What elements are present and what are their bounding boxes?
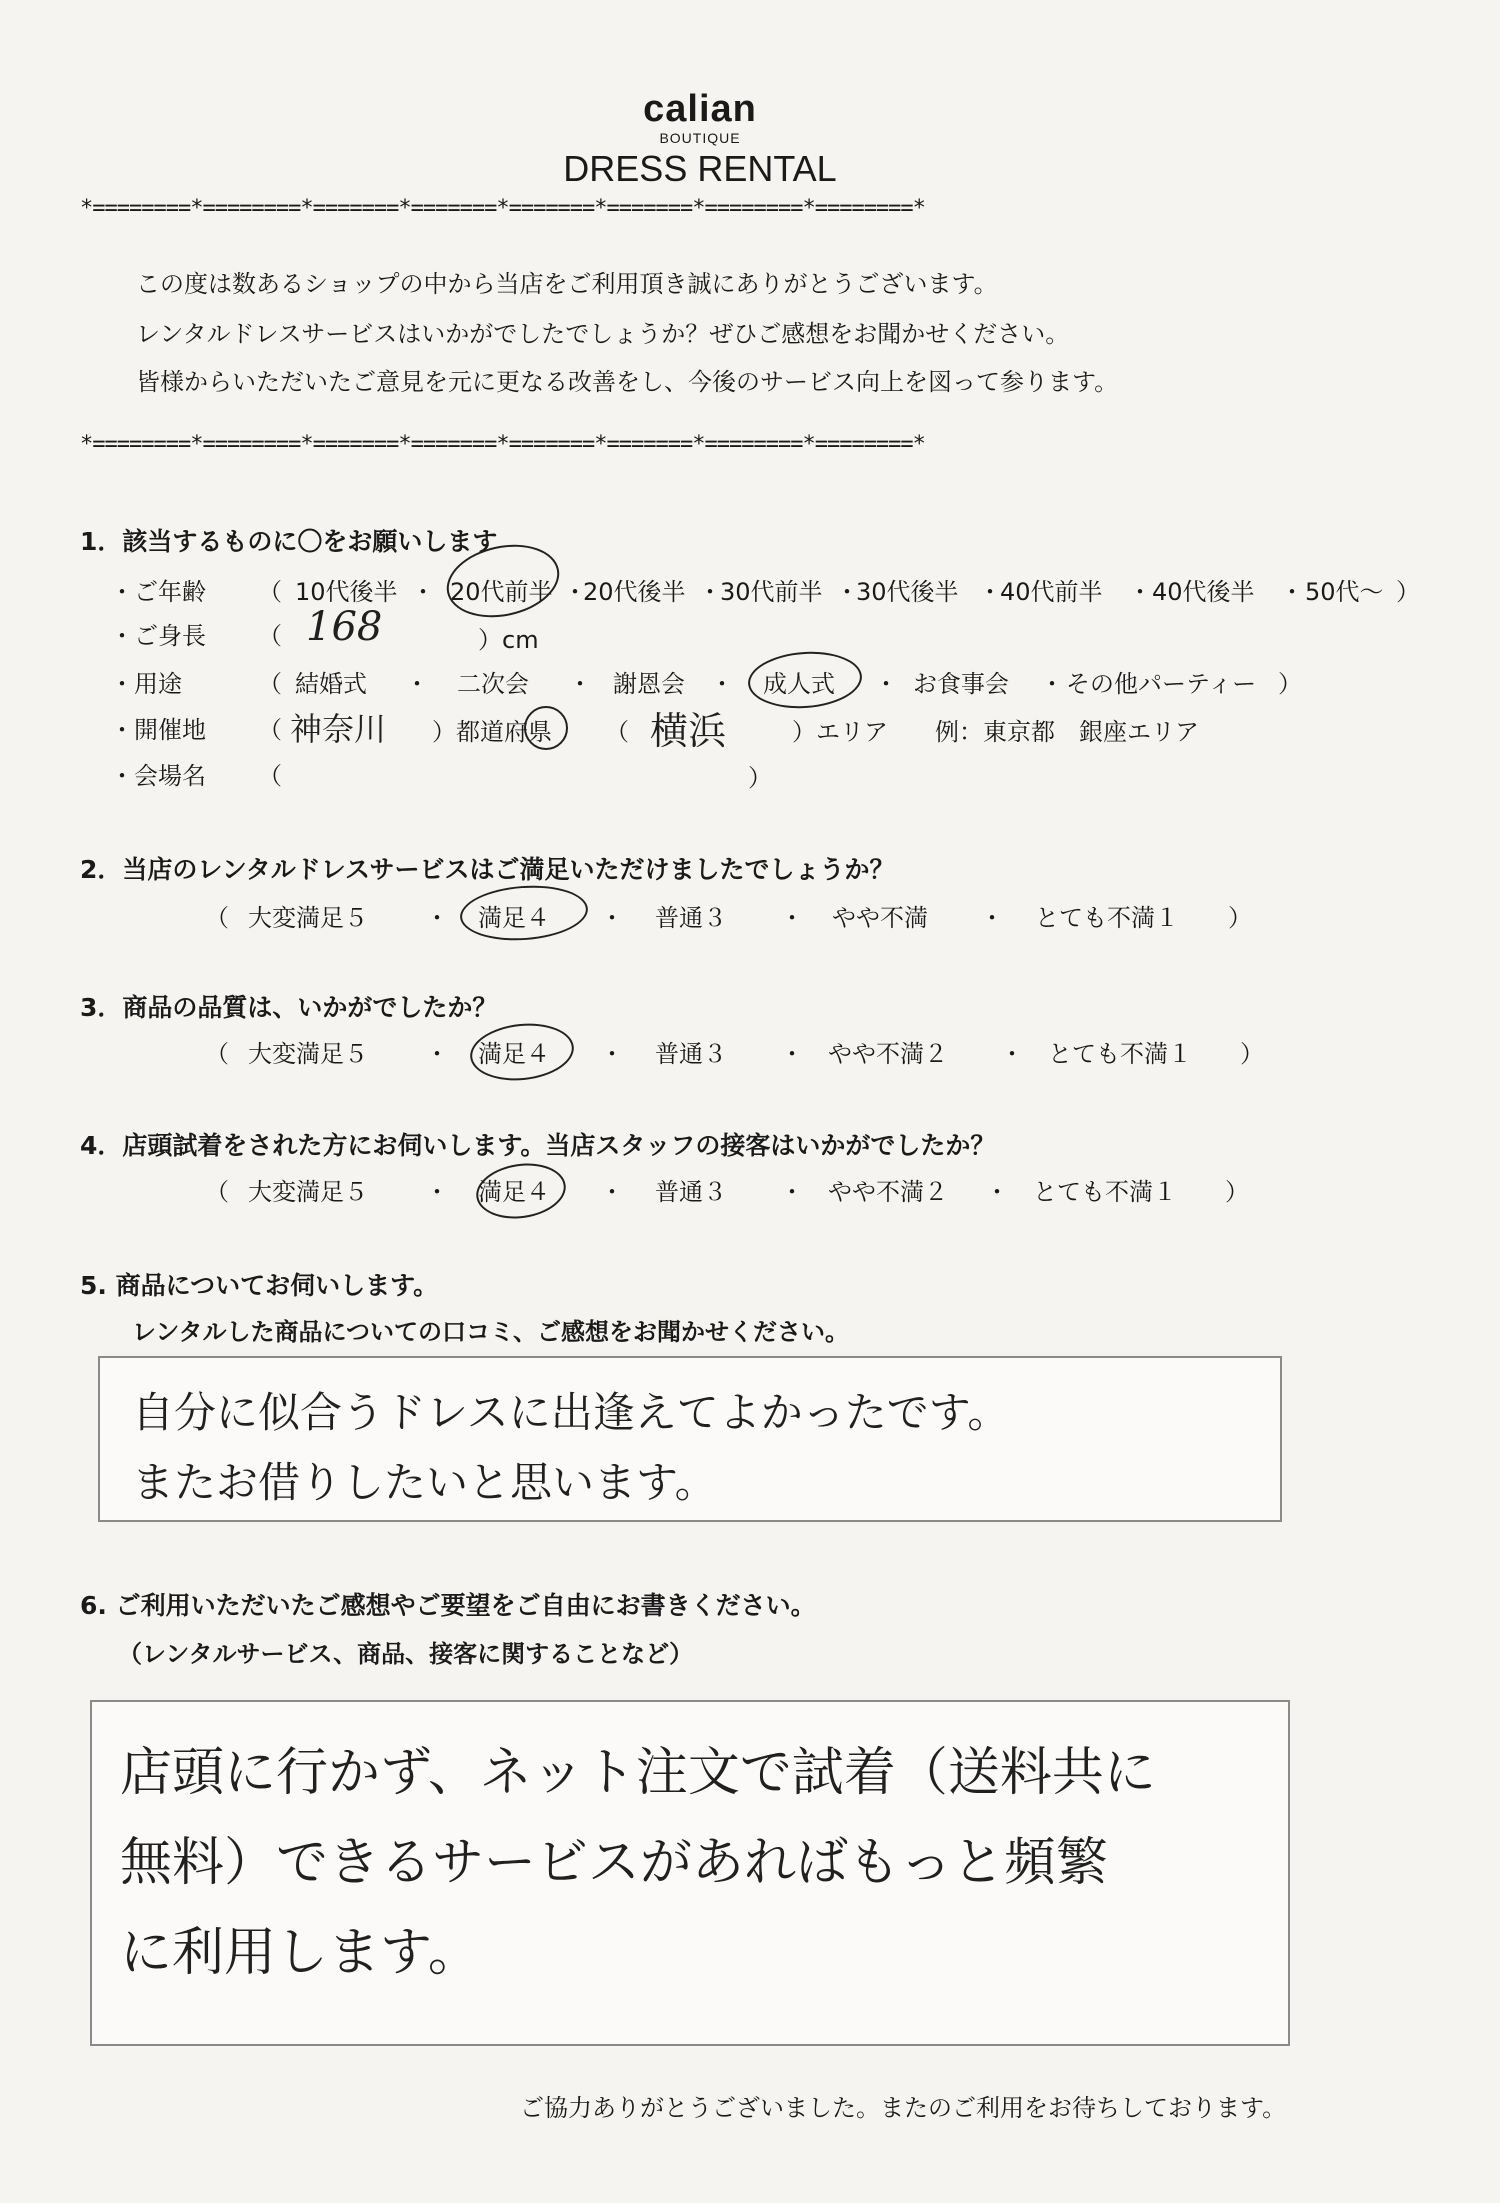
- q2-option-somewhat-dissatisfied[interactable]: やや不満: [832, 904, 928, 932]
- q3-close-paren: ）: [1240, 1040, 1264, 1068]
- q4-option-very-satisfied[interactable]: 大変満足５: [248, 1178, 368, 1206]
- q5-title: 5. 商品についてお伺いします。: [80, 1271, 439, 1300]
- height-unit: ）cm: [478, 626, 539, 654]
- area-open-paren: （: [605, 718, 629, 746]
- q2-close-paren: ）: [1228, 904, 1252, 932]
- q3-title: 3．商品の品質は、いかがでしたか？: [80, 993, 498, 1022]
- q5-answer-line-2: またお借りしたいと思います。: [132, 1458, 717, 1507]
- q4-selection-circle: [473, 1158, 570, 1224]
- age-option-40s-early[interactable]: 40代前半: [1000, 578, 1103, 606]
- age-close-paren: ）: [1396, 578, 1420, 606]
- q3-option-somewhat-dissatisfied[interactable]: やや不満２: [828, 1040, 948, 1068]
- prefecture-value[interactable]: 神奈川: [290, 710, 387, 748]
- q3-option-very-satisfied[interactable]: 大変満足５: [248, 1040, 368, 1068]
- venue-area-label: ・開催地: [110, 716, 206, 744]
- purpose-label: ・用途: [110, 670, 182, 698]
- q4-open-paren: （: [205, 1178, 229, 1206]
- q5-answer-box[interactable]: [98, 1356, 1282, 1522]
- intro-line-3: 皆様からいただいたご意見を元に更なる改善をし、今後のサービス向上を図って参ります。: [136, 368, 1119, 396]
- age-option-50s[interactable]: 50代～: [1305, 578, 1384, 606]
- q4-option-neutral[interactable]: 普通３: [655, 1178, 727, 1206]
- area-suffix: ）エリア: [792, 718, 888, 746]
- survey-sheet: calian BOUTIQUE DRESS RENTAL *========*========*=======*=======*=======*=======*========*========* この度は数あるショップの中から当店をご利用頂き誠にありがとうございます。 レンタルドレスサービスはいかがでしたでしょうか？ぜひご感想をお聞かせください。 皆様からいただいたご意見を元に更なる改善をし、今後のサービス向上を図って参ります。 *========*========*=======*=======*=======*=======*========*========* 1．該当するものに〇をお願いします ・ご年齢 （ 10代後半 ・ 20代前半 ・ 20代後半 ・ 30代前半 ・ 30代後半 ・ 40代前半 ・ 40代後半 ・ 50代～ ） ・ご身長 （ 168 ）cm ・用途 （ 結婚式 ・ 二次会 ・ 謝恩会 ・ 成人式 ・ お食事会 ・ その他パーティー ） ・開催地 （ 神奈川 ）都道府県 （ 横浜 ）エリア 例：東京都 銀座エリア ・会場名 （ ） 2．当店のレンタルドレスサービスはご満足いただけましたでしょうか？ （ 大変満足５ ・ 満足４ ・ 普通３ ・ やや不満 ・ とても不満１ ） 3．商品の品質は、いかがでしたか？ （ 大変満足５ ・ 満足４ ・ 普通３ ・ やや不満２ ・ とても不満１ ） 4．店頭試着をされた方にお伺いします。当店スタッフの接客はいかがでしたか？ （ 大変満足５ ・ 満足４ ・ 普通３ ・ やや不満２ ・ とても不満１ ） 5. 商品についてお伺いします。 レンタルした商品についての口コミ、ご感想をお聞かせください。 自分に似合うドレスに出逢えてよかったです。 またお借りしたいと思います。 6. ご利用いただいたご感想やご要望をご自由にお書きください。 （レンタルサービス、商品、接客に関することなど） 店頭に行かず、ネット注文で試着（送料共に 無料）できるサービスがあればもっと頻繁 に利用します。 ご協力ありがとうございました。またのご利用をお待ちしております。: [0, 0, 1500, 2203]
- purpose-option-afterparty[interactable]: 二次会: [457, 670, 529, 698]
- purpose-option-thanks-party[interactable]: 謝恩会: [613, 670, 685, 698]
- age-open-paren: （: [258, 578, 282, 606]
- q5-subtitle: レンタルした商品についての口コミ、ご感想をお聞かせください。: [132, 1318, 849, 1346]
- q3-option-neutral[interactable]: 普通３: [655, 1040, 727, 1068]
- q2-selection-circle: [458, 882, 589, 945]
- q3-option-very-dissatisfied[interactable]: とても不満１: [1048, 1040, 1192, 1068]
- age-option-30s-early[interactable]: 30代前半: [720, 578, 823, 606]
- purpose-option-other-party[interactable]: その他パーティー: [1066, 670, 1257, 698]
- q6-answer-line-1: 店頭に行かず、ネット注文で試着（送料共に: [120, 1743, 1156, 1803]
- q2-option-very-satisfied[interactable]: 大変満足５: [248, 904, 368, 932]
- venue-name-close-paren: ）: [748, 764, 772, 792]
- purpose-option-coming-of-age[interactable]: 成人式: [763, 670, 835, 698]
- height-value[interactable]: 168: [306, 604, 383, 650]
- venue-name-label: ・会場名: [110, 762, 206, 790]
- age-option-30s-late[interactable]: 30代後半: [856, 578, 959, 606]
- q3-option-satisfied[interactable]: 満足４: [478, 1040, 550, 1068]
- prefecture-circle: [524, 706, 568, 750]
- q2-option-satisfied[interactable]: 満足４: [478, 904, 550, 932]
- q5-answer-line-1: 自分に似合うドレスに出逢えてよかったです。: [132, 1388, 1010, 1437]
- divider-bottom: *========*========*=======*=======*=======*=======*========*========*: [80, 432, 925, 457]
- q2-open-paren: （: [205, 904, 229, 932]
- intro-line-1: この度は数あるショップの中から当店をご利用頂き誠にありがとうございます。: [136, 270, 998, 298]
- age-option-20s-early[interactable]: 20代前半: [450, 578, 553, 606]
- height-open-paren: （: [258, 622, 282, 650]
- age-option-10s-late[interactable]: 10代後半: [295, 578, 398, 606]
- footer-thanks: ご協力ありがとうございました。またのご利用をお待ちしております。: [520, 2094, 1287, 2122]
- venue-example: 例：東京都 銀座エリア: [935, 718, 1199, 746]
- q6-subtitle: （レンタルサービス、商品、接客に関することなど）: [118, 1640, 694, 1668]
- purpose-selection-circle: [746, 648, 864, 712]
- age-label: ・ご年齢: [110, 578, 206, 606]
- venue-area-open-paren: （: [258, 716, 282, 744]
- height-label: ・ご身長: [110, 622, 206, 650]
- purpose-open-paren: （: [258, 670, 282, 698]
- brand-subtitle: BOUTIQUE: [659, 130, 741, 146]
- prefecture-suffix: ）都道府県: [432, 718, 552, 746]
- q1-title: 1．該当するものに〇をお願いします: [80, 527, 498, 556]
- q2-option-very-dissatisfied[interactable]: とても不満１: [1035, 904, 1179, 932]
- q2-title: 2．当店のレンタルドレスサービスはご満足いただけましたでしょうか？: [80, 855, 895, 884]
- q4-title: 4．店頭試着をされた方にお伺いします。当店スタッフの接客はいかがでしたか？: [80, 1131, 996, 1160]
- purpose-option-dinner[interactable]: お食事会: [913, 670, 1009, 698]
- q2-option-neutral[interactable]: 普通３: [655, 904, 727, 932]
- q3-selection-circle: [467, 1019, 576, 1086]
- purpose-close-paren: ）: [1278, 670, 1302, 698]
- q4-option-somewhat-dissatisfied[interactable]: やや不満２: [828, 1178, 948, 1206]
- intro-line-2: レンタルドレスサービスはいかがでしたでしょうか？ぜひご感想をお聞かせください。: [136, 320, 1070, 348]
- q3-open-paren: （: [205, 1040, 229, 1068]
- q4-close-paren: ）: [1225, 1178, 1249, 1206]
- age-option-40s-late[interactable]: 40代後半: [1152, 578, 1255, 606]
- venue-name-open-paren: （: [258, 762, 282, 790]
- q6-title: 6. ご利用いただいたご感想やご要望をご自由にお書きください。: [80, 1591, 816, 1620]
- purpose-option-wedding[interactable]: 結婚式: [295, 670, 367, 698]
- brand-logo: calian: [643, 88, 757, 130]
- q6-answer-line-3: に利用します。: [120, 1923, 480, 1983]
- q6-answer-box[interactable]: [90, 1700, 1290, 2046]
- q4-option-satisfied[interactable]: 満足４: [478, 1178, 550, 1206]
- divider-top: *========*========*=======*=======*=======*=======*========*========*: [80, 196, 925, 221]
- q4-option-very-dissatisfied[interactable]: とても不満１: [1033, 1178, 1177, 1206]
- age-option-20s-late[interactable]: 20代後半: [583, 578, 686, 606]
- page-title: DRESS RENTAL: [563, 148, 837, 189]
- q6-answer-line-2: 無料）できるサービスがあればもっと頻繁: [120, 1833, 1109, 1893]
- area-value[interactable]: 横浜: [650, 709, 727, 753]
